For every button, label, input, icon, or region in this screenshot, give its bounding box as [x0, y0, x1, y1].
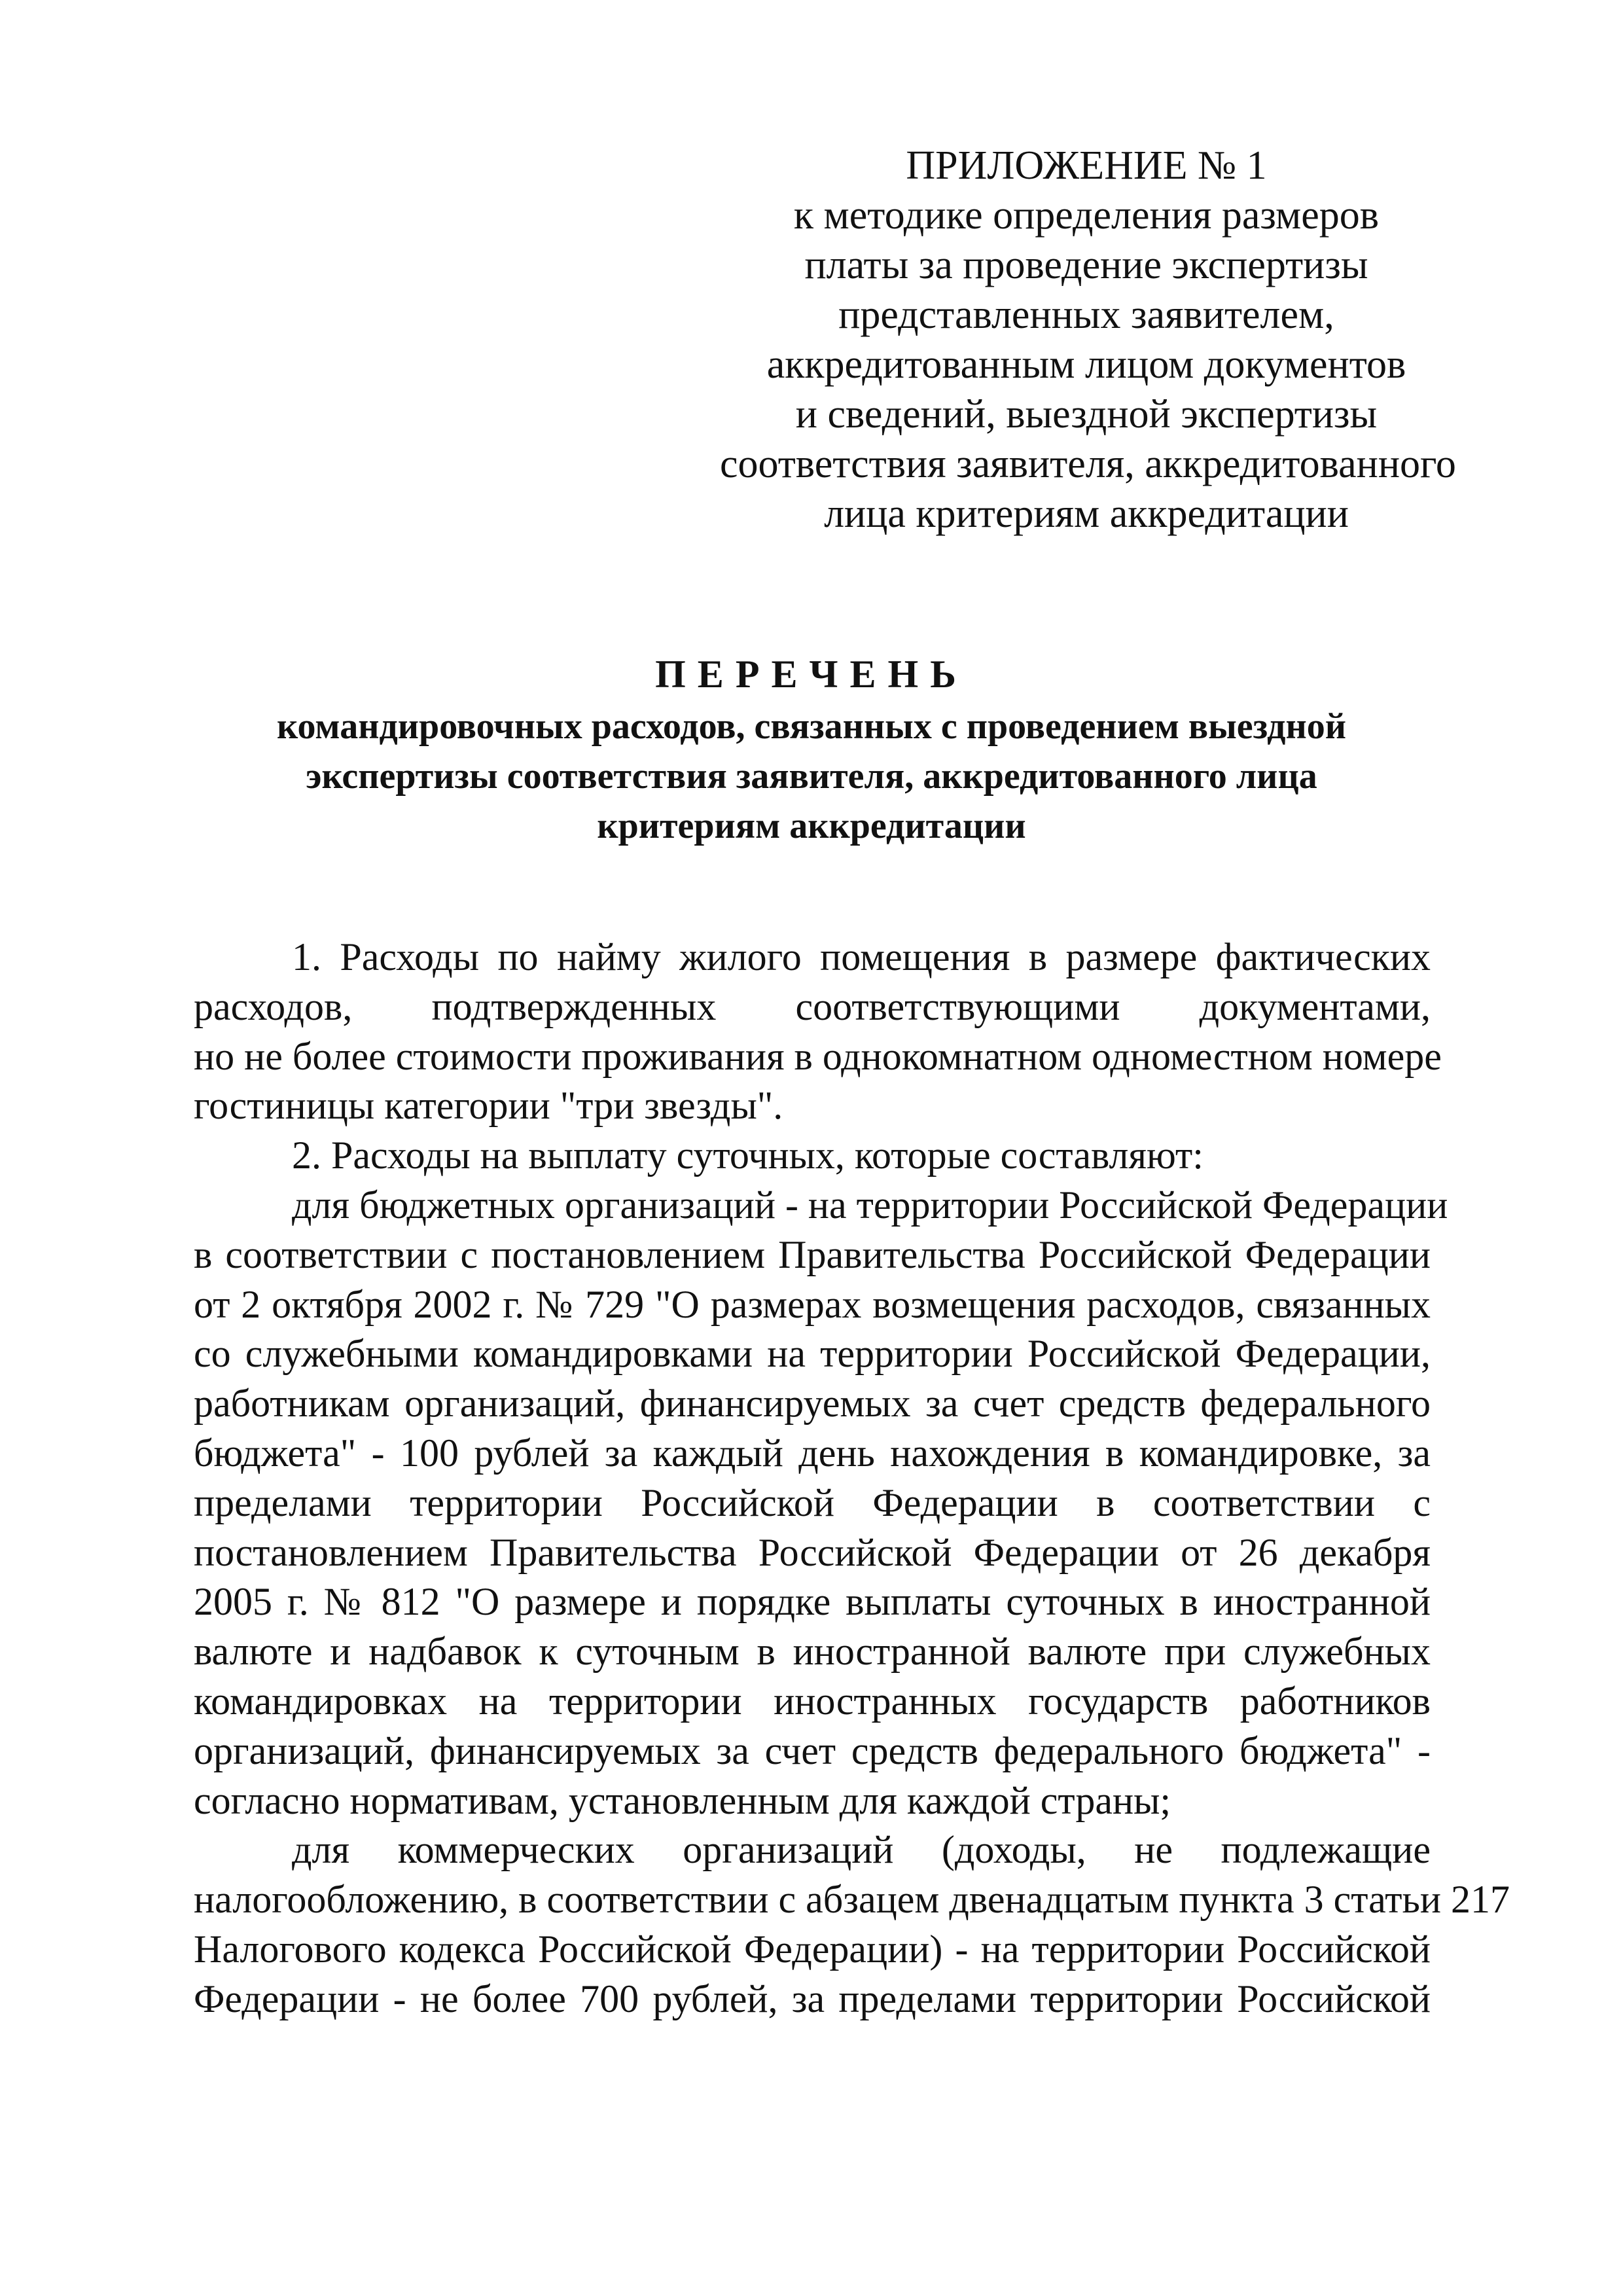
subtitle-line: критериям аккредитации [597, 806, 1026, 846]
paragraph-line: налогообложению, в соответствии с абзацем двенадцатым пункта 3 статьи 217 [194, 1878, 1510, 1922]
appendix-header [720, 141, 1456, 539]
paragraph-line: расходов, подтвержденных соответствующими документами, [194, 984, 1431, 1028]
appendix-title: ПРИЛОЖЕНИЕ № 1 [906, 143, 1267, 188]
paragraph-line: от 2 октября 2002 г. № 729 "О размерах возмещения расходов, связанных [194, 1282, 1431, 1326]
appendix-line: представленных заявителем, [838, 293, 1334, 337]
paragraph-budget-organizations [194, 1181, 1448, 1825]
paragraph-line: организаций, финансируемых за счет средств федерального бюджета" - [194, 1729, 1431, 1772]
paragraph-line: 2. Расходы на выплату суточных, которые составляют: [292, 1134, 1204, 1177]
paragraph-line: 2005 г. № 812 "О размере и порядке выплаты суточных в иностранной [194, 1580, 1431, 1624]
paragraph-line: согласно нормативам, установленным для каждой страны; [194, 1778, 1171, 1822]
appendix-line: лица критериям аккредитации [824, 492, 1349, 536]
paragraph-line: 1. Расходы по найму жилого помещения в размере фактических [292, 935, 1431, 978]
paragraph-line: командировках на территории иностранных государств работников [194, 1679, 1431, 1723]
subtitle-line: экспертизы соответствия заявителя, аккредитованного лица [306, 756, 1317, 797]
document-subtitle [196, 702, 1427, 851]
paragraph-line: пределами территории Российской Федерации в соответствии с [194, 1480, 1431, 1524]
paragraph-line: бюджета" - 100 рублей за каждый день нахождения в командировке, за [194, 1431, 1431, 1475]
paragraph-line: постановлением Правительства Российской Федерации от 26 декабря [194, 1530, 1431, 1574]
appendix-line: аккредитованным лицом документов [766, 342, 1406, 387]
document-body [194, 933, 1510, 2024]
paragraph-commercial-organizations [194, 1825, 1510, 2024]
paragraph-line: для коммерческих организаций (доходы, не подлежащие [292, 1828, 1431, 1872]
appendix-line: и сведений, выездной экспертизы [795, 392, 1378, 437]
paragraph-line: для бюджетных организаций - на территории Российской Федерации [292, 1183, 1448, 1227]
paragraph-1-lodging [194, 933, 1442, 1131]
paragraph-line: работникам организаций, финансируемых за счет средств федерального [194, 1382, 1431, 1426]
appendix-line: к методике определения размеров [793, 193, 1380, 238]
appendix-line: платы за проведение экспертизы [804, 243, 1368, 287]
document-title: ПЕРЕЧЕНЬ [655, 653, 968, 696]
paragraph-line: гостиницы категории "три звезды". [194, 1084, 783, 1128]
paragraph-line: в соответствии с постановлением Правительства Российской Федерации [194, 1232, 1431, 1276]
subtitle-line: командировочных расходов, связанных с проведением выездной [276, 706, 1347, 747]
paragraph-line: Федерации - не более 700 рублей, за пределами территории Российской [194, 1977, 1431, 2020]
paragraph-line: но не более стоимости проживания в однокомнатном одноместном номере [194, 1034, 1442, 1078]
paragraph-2-per-diem [194, 1131, 1431, 1181]
appendix-line: соответствия заявителя, аккредитованного [720, 442, 1456, 486]
paragraph-line: Налогового кодекса Российской Федерации) - на территории Российской [194, 1927, 1431, 1971]
paragraph-line: валюте и надбавок к суточным в иностранной валюте при служебных [194, 1630, 1431, 1674]
paragraph-line: со служебными командировками на территории Российской Федерации, [194, 1332, 1431, 1376]
